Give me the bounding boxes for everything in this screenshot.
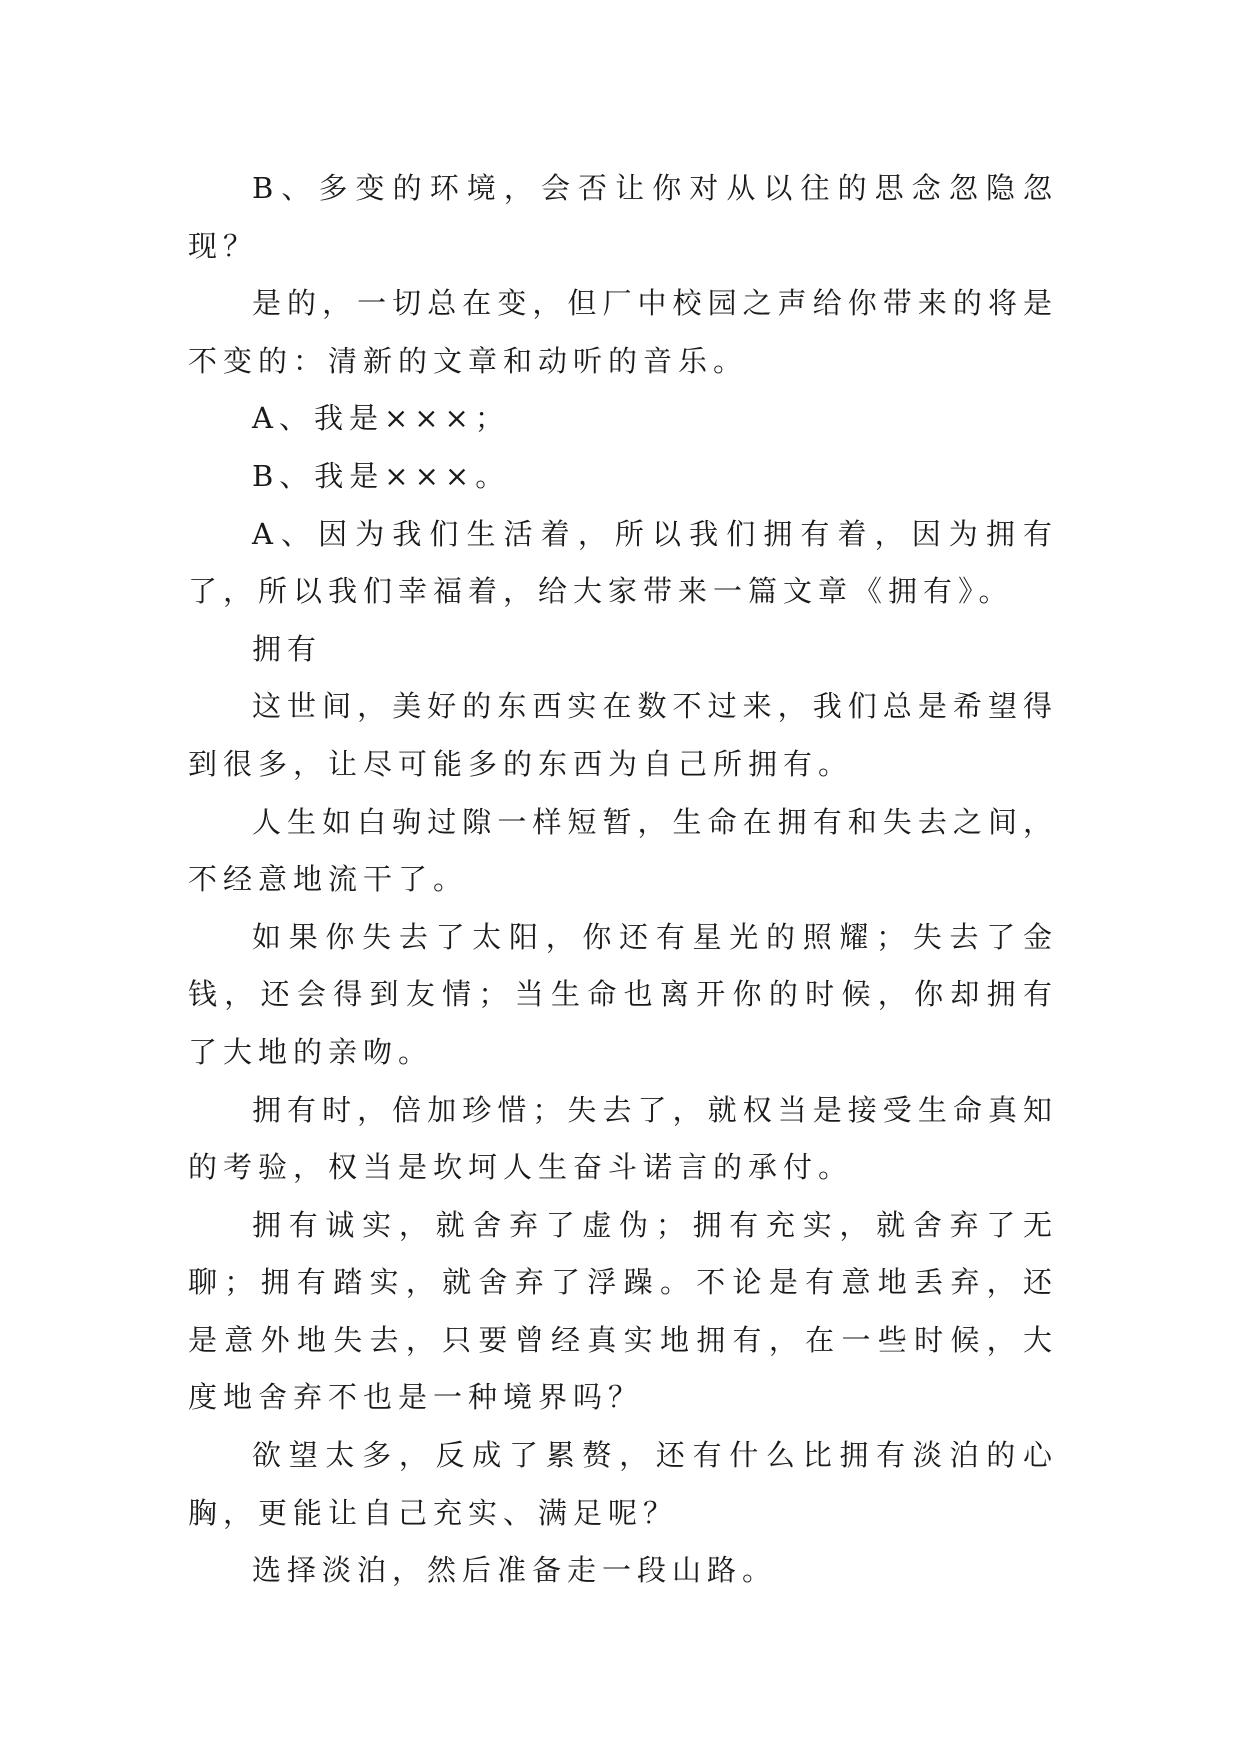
paragraph: 拥有诚实，就舍弃了虚伪；拥有充实，就舍弃了无聊；拥有踏实，就舍弃了浮躁。不论是有意地丢弃，还是意外地失去，只要曾经真实地拥有，在一些时候，大度地舍弃不也是一种境界吗？ [188,1207,1058,1415]
document-body [188,160,1058,1600]
paragraph: 人生如白驹过隙一样短暂，生命在拥有和失去之间，不经意地流干了。 [188,804,1058,897]
paragraph: 拥有时，倍加珍惜；失去了，就权当是接受生命真知的考验，权当是坎坷人生奋斗诺言的承付。 [188,1092,1058,1185]
paragraph: A、因为我们生活着，所以我们拥有着，因为拥有了，所以我们幸福着，给大家带来一篇文章《拥有》。 [188,516,1058,609]
paragraph: 是的，一切总在变，但厂中校园之声给你带来的将是不变的：清新的文章和动听的音乐。 [188,286,1058,378]
article-title: 拥有 [252,631,323,666]
paragraph: B、多变的环境，会否让你对从以往的思念忽隐忽现？ [188,171,1058,263]
paragraph: B、我是×××。 [252,458,511,493]
paragraph: 如果你失去了太阳，你还有星光的照耀；失去了金钱，还会得到友情；当生命也离开你的时候，你却拥有了大地的亲吻。 [188,919,1058,1069]
paragraph: A、我是×××； [252,401,510,436]
paragraph: 欲望太多，反成了累赘，还有什么比拥有淡泊的心胸，更能让自己充实、满足呢？ [188,1438,1058,1530]
paragraph: 这世间，美好的东西实在数不过来，我们总是希望得到很多，让尽可能多的东西为自己所拥有。 [188,689,1058,781]
paragraph: 选择淡泊，然后准备走一段山路。 [252,1553,778,1588]
